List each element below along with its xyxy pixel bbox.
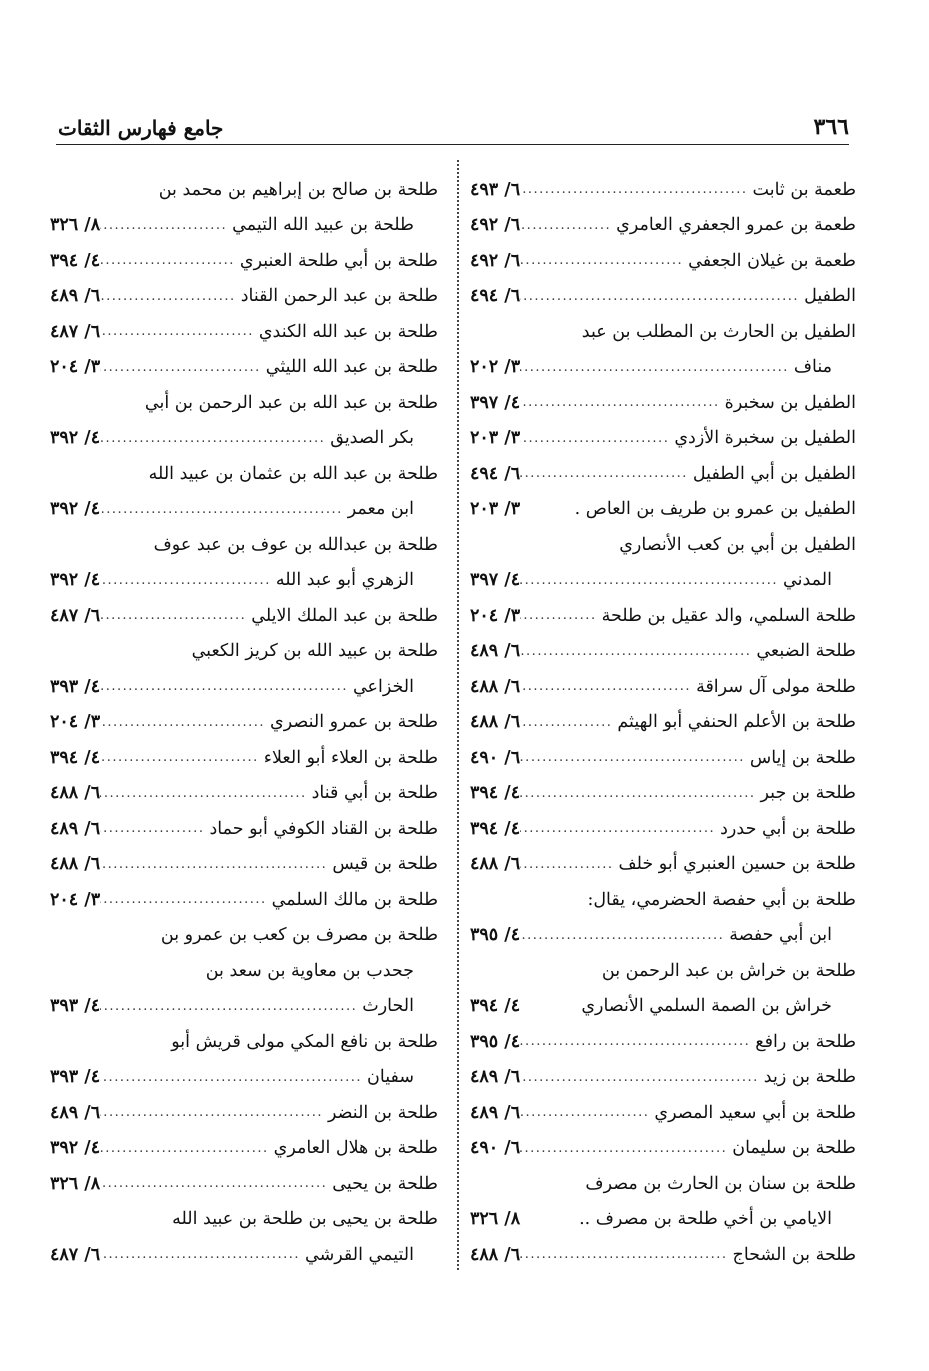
- entry-reference: ٦/ ٤٨٩: [50, 1102, 101, 1123]
- index-entry: [50, 527, 438, 563]
- index-entry: [470, 740, 856, 776]
- index-entry: [470, 421, 856, 457]
- entry-reference: ٤/ ٣٩٢: [50, 428, 101, 449]
- dot-leader: [520, 1141, 732, 1156]
- dot-leader: [100, 289, 241, 304]
- entry-reference: ٦/ ٤٩٢: [470, 250, 521, 271]
- index-entry: [50, 776, 438, 812]
- entry-reference: ٦/ ٤٨٩: [470, 1067, 521, 1088]
- entry-reference: ٦/ ٤٨٧: [50, 605, 101, 626]
- entry-reference: ٦/ ٤٩٠: [470, 747, 521, 768]
- entry-name: طلحة بن النضر: [327, 1102, 438, 1123]
- entry-name: طلحة بن حسين العنبري أبو خلف: [618, 854, 856, 875]
- entry-reference: ٦/ ٤٨٨: [50, 854, 101, 875]
- dot-leader: [100, 1070, 367, 1085]
- entry-name: طلحة بن يحيى بن طلحة بن عبيد الله: [172, 1209, 438, 1230]
- entry-reference: ٤/ ٣٩٧: [470, 392, 521, 413]
- entry-reference: ٦/ ٤٨٨: [470, 712, 521, 733]
- index-entry: [470, 811, 856, 847]
- index-entry: [470, 882, 856, 918]
- dot-leader: [100, 1247, 305, 1262]
- index-entry: [470, 208, 856, 244]
- entry-reference: ٤/ ٣٩٤: [470, 783, 521, 804]
- entry-reference: ٤/ ٣٩٤: [470, 996, 521, 1017]
- dot-leader: [100, 1105, 328, 1120]
- entry-name: طلحة بن قيس: [332, 854, 438, 875]
- dot-leader: [100, 360, 266, 375]
- dot-leader: [100, 1141, 274, 1156]
- entry-reference: ٤/ ٣٩٢: [50, 499, 101, 520]
- index-entry: [50, 421, 438, 457]
- index-entry: [50, 918, 438, 954]
- entry-name: بكر الصديق: [330, 428, 414, 449]
- entry-name: جحدب بن معاوية بن سعد بن: [205, 960, 414, 981]
- entry-reference: ٨/ ٣٢٦: [470, 1209, 521, 1230]
- index-entry: [470, 243, 856, 279]
- entry-name: طلحة بن صالح بن إبراهيم بن محمد بن: [158, 179, 438, 200]
- dot-leader: [100, 821, 209, 836]
- index-entry: [50, 847, 438, 883]
- entry-reference: ٤/ ٣٩٣: [50, 1067, 101, 1088]
- entry-name: طلحة بن القناد الكوفي أبو حماد: [209, 818, 438, 839]
- index-entry: [470, 989, 856, 1025]
- entry-name: سفيان: [367, 1067, 414, 1088]
- entry-name: طلحة بن سنان بن الحارث بن مصرف: [585, 1173, 856, 1194]
- dot-leader: [520, 821, 720, 836]
- index-entry: [470, 705, 856, 741]
- entry-name: طلحة بن عبد الله بن عثمان بن عبيد الله: [148, 463, 438, 484]
- dot-leader: [100, 431, 330, 446]
- dot-leader: [520, 218, 616, 233]
- index-entry: [50, 1024, 438, 1060]
- index-entry: [470, 1166, 856, 1202]
- index-entry: [50, 740, 438, 776]
- entry-name: طلحة بن زيد: [763, 1067, 856, 1088]
- entry-reference: ٤/ ٣٩٢: [50, 570, 101, 591]
- index-entry: [470, 385, 856, 421]
- index-entry: [50, 172, 438, 208]
- dot-leader: [520, 431, 674, 446]
- entry-reference: ٣/ ٢٠٣: [470, 428, 521, 449]
- index-entry: [50, 492, 438, 528]
- dot-leader: [520, 750, 750, 765]
- dot-leader: [520, 1247, 732, 1262]
- index-entry: [50, 279, 438, 315]
- dot-leader: [100, 715, 270, 730]
- entry-name: طلحة بن الأعلم الحنفي أبو الهيثم: [617, 712, 856, 733]
- entry-name: طعمة بن ثابت: [752, 179, 856, 200]
- page-number: ٣٦٦: [813, 114, 849, 140]
- entry-reference: ٤/ ٣٩٥: [470, 1031, 521, 1052]
- index-entry: [470, 1060, 856, 1096]
- entry-reference: ٦/ ٤٨٩: [50, 286, 101, 307]
- entry-name: طلحة بن أبي حدرد: [720, 818, 856, 839]
- entry-name: التيمي القرشي: [305, 1244, 414, 1265]
- entry-name: الطفيل بن أبي الطفيل: [692, 463, 856, 484]
- entry-name: ابن أبي حفصة: [729, 925, 832, 946]
- entry-name: الطفيل بن أبي بن كعب الأنصاري: [619, 534, 856, 555]
- index-entry: [470, 953, 856, 989]
- entry-name: طلحة بن العلاء أبو العلاء: [263, 747, 438, 768]
- dot-leader: [100, 679, 353, 694]
- entry-name: طلحة بن عبد الله الكندي: [258, 321, 438, 342]
- entry-name: طلحة بن عبيد الله بن كريز الكعبي: [191, 641, 438, 662]
- entry-name: طلحة بن إياس: [749, 747, 856, 768]
- entry-name: الطفيل بن عمرو بن طريف بن العاص .: [574, 499, 856, 520]
- index-entry: [50, 1237, 438, 1273]
- entry-reference: ٦/ ٤٨٧: [50, 321, 101, 342]
- entry-reference: ٣/ ٢٠٤: [50, 889, 101, 910]
- entry-name: الطفيل بن سخبرة الأزدي: [674, 428, 856, 449]
- index-entry: [470, 1024, 856, 1060]
- index-entry: [50, 598, 438, 634]
- index-entry: [470, 314, 856, 350]
- dot-leader: [520, 857, 618, 872]
- entry-reference: ٣/ ٢٠٤: [50, 357, 101, 378]
- index-entry: [470, 776, 856, 812]
- dot-leader: [520, 360, 794, 375]
- dot-leader: [520, 715, 617, 730]
- entry-reference: ٤/ ٣٩٧: [470, 570, 521, 591]
- index-entry: [470, 563, 856, 599]
- index-entry: [50, 208, 438, 244]
- entry-name: طلحة بن عبد الله بن عبد الرحمن بن أبي: [144, 392, 438, 413]
- entry-reference: ٣/ ٢٠٣: [470, 499, 521, 520]
- dot-leader: [100, 573, 276, 588]
- entry-reference: ٦/ ٤٨٨: [470, 854, 521, 875]
- entry-name: طلحة بن نافع المكي مولى قريش أبو: [171, 1031, 438, 1052]
- index-entry: [470, 634, 856, 670]
- entry-reference: ٤/ ٣٩٤: [470, 818, 521, 839]
- entry-reference: ٦/ ٤٨٩: [470, 641, 521, 662]
- entry-reference: ٨/ ٣٢٦: [50, 1173, 101, 1194]
- dot-leader: [520, 466, 693, 481]
- dot-leader: [100, 253, 240, 268]
- entry-name: الطفيل بن سخبرة: [724, 392, 856, 413]
- index-entry: [50, 1095, 438, 1131]
- dot-leader: [520, 679, 696, 694]
- dot-leader: [100, 608, 251, 623]
- dot-leader: [100, 786, 312, 801]
- entry-name: الزهري أبو عبد الله: [275, 570, 414, 591]
- index-entry: [470, 1202, 856, 1238]
- entry-name: الطفيل بن الحارث بن المطلب بن عبد: [581, 321, 856, 342]
- index-entry: [50, 1060, 438, 1096]
- dot-leader: [520, 608, 601, 623]
- dot-leader: [520, 644, 756, 659]
- entry-name: الحارث: [362, 996, 414, 1017]
- dot-leader: [520, 928, 729, 943]
- entry-name: طلحة بن أبي قناد: [311, 783, 438, 804]
- entry-name: طلحة السلمي، والد عقيل بن طلحة: [601, 605, 856, 626]
- entry-reference: ٤/ ٣٩٣: [50, 676, 101, 697]
- index-entry: [50, 634, 438, 670]
- index-entry: [470, 172, 856, 208]
- entry-reference: ٤/ ٣٩٤: [50, 250, 101, 271]
- dot-leader: [100, 218, 232, 233]
- entry-reference: ٦/ ٤٩٤: [470, 463, 521, 484]
- entry-reference: ٤/ ٣٩٣: [50, 996, 101, 1017]
- index-entry: [470, 598, 856, 634]
- entry-reference: ٦/ ٤٨٨: [470, 1244, 521, 1265]
- entry-reference: ٦/ ٤٩٣: [470, 179, 521, 200]
- index-entry: [50, 563, 438, 599]
- entry-name: طلحة بن مصرف بن كعب بن عمرو بن: [160, 925, 438, 946]
- index-entry: [50, 385, 438, 421]
- dot-leader: [520, 1034, 755, 1049]
- entry-reference: ٣/ ٢٠٢: [470, 357, 521, 378]
- index-entry: [470, 918, 856, 954]
- entry-name: طلحة بن عبيد الله التيمي: [232, 215, 414, 236]
- entry-reference: ٦/ ٤٨٨: [50, 783, 101, 804]
- header-rule: [56, 144, 849, 145]
- index-entry: [470, 527, 856, 563]
- dot-leader: [520, 182, 752, 197]
- page-header: [58, 104, 849, 140]
- entry-name: طلحة بن عبد الملك الايلي: [251, 605, 438, 626]
- entry-name: طلحة الضبعي: [756, 641, 856, 662]
- entry-reference: ٨/ ٣٢٦: [50, 215, 101, 236]
- entry-reference: ٤/ ٣٩٥: [470, 925, 521, 946]
- entry-name: المدني: [783, 570, 832, 591]
- dot-leader: [100, 502, 348, 517]
- index-entry: [470, 1131, 856, 1167]
- entry-name: طلحة بن يحيى: [332, 1173, 438, 1194]
- dot-leader: [100, 892, 272, 907]
- entry-name: طلحة بن أبي سعيد المصري: [654, 1102, 856, 1123]
- index-entry: [50, 705, 438, 741]
- page-title: جامع فهارس الثقات: [58, 116, 224, 140]
- entry-name: طلحة بن رافع: [755, 1031, 856, 1052]
- entry-reference: ٦/ ٤٨٧: [50, 1244, 101, 1265]
- index-entry: [50, 989, 438, 1025]
- entry-reference: ٦/ ٤٩٤: [470, 286, 521, 307]
- entry-name: طلحة بن سليمان: [732, 1138, 856, 1159]
- entry-name: ابن معمر: [347, 499, 414, 520]
- entry-name: طلحة بن خراش بن عبد الرحمن بن: [601, 960, 856, 981]
- entry-name: طلحة بن أبي طلحة العنبري: [239, 250, 438, 271]
- dot-leader: [100, 1176, 332, 1191]
- dot-leader: [520, 289, 804, 304]
- column-divider: [457, 160, 459, 1270]
- index-entry: [50, 811, 438, 847]
- entry-name: طلحة بن جبر: [760, 783, 856, 804]
- index-entry: [470, 492, 856, 528]
- entry-name: طلحة بن الشحاج: [732, 1244, 856, 1265]
- entry-reference: ٦/ ٤٨٩: [50, 818, 101, 839]
- entry-name: طلحة بن عمرو النصري: [270, 712, 438, 733]
- index-entry: [50, 1202, 438, 1238]
- entry-name: طلحة بن عبدالله بن عوف بن عبد عوف: [153, 534, 438, 555]
- index-entry: [50, 669, 438, 705]
- index-entry: [50, 882, 438, 918]
- entry-reference: ٦/ ٤٨٨: [470, 676, 521, 697]
- entry-name: خراش بن الصمة السلمي الأنصاري: [581, 996, 832, 1017]
- index-entry: [50, 1166, 438, 1202]
- entry-reference: ٦/ ٤٩٠: [470, 1138, 521, 1159]
- index-entry: [470, 1237, 856, 1273]
- entry-reference: ٣/ ٢٠٤: [470, 605, 521, 626]
- index-entry: [50, 243, 438, 279]
- entry-reference: ٤/ ٣٩٢: [50, 1138, 101, 1159]
- entry-name: الايامي بن أخي طلحة بن مصرف ..: [579, 1209, 832, 1230]
- entry-name: الطفيل: [804, 286, 856, 307]
- index-entry: [50, 350, 438, 386]
- entry-reference: ٦/ ٤٩٢: [470, 215, 521, 236]
- entry-name: طعمة بن عمرو الجعفري العامري: [616, 215, 856, 236]
- dot-leader: [520, 786, 760, 801]
- dot-leader: [520, 1070, 764, 1085]
- dot-leader: [520, 573, 783, 588]
- index-entry: [470, 456, 856, 492]
- dot-leader: [520, 1105, 654, 1120]
- entry-name: طلحة بن أبي حفصة الحضرمي، يقال:: [587, 889, 856, 910]
- dot-leader: [100, 999, 362, 1014]
- entry-reference: ٦/ ٤٨٩: [470, 1102, 521, 1123]
- dot-leader: [100, 857, 332, 872]
- index-entry: [50, 953, 438, 989]
- dot-leader: [100, 750, 264, 765]
- entry-name: طلحة بن عبد الرحمن القناد: [240, 286, 438, 307]
- dot-leader: [520, 253, 688, 268]
- index-entry: [470, 1095, 856, 1131]
- entry-name: طعمة بن غيلان الجعفي: [688, 250, 856, 271]
- entry-name: الخزاعي: [352, 676, 414, 697]
- index-entry: [470, 350, 856, 386]
- index-entry: [470, 279, 856, 315]
- entry-name: طلحة مولى آل سراقة: [696, 676, 856, 697]
- index-entry: [470, 847, 856, 883]
- entry-name: طلحة بن هلال العامري: [273, 1138, 438, 1159]
- index-entry: [470, 669, 856, 705]
- index-entry: [50, 314, 438, 350]
- dot-leader: [100, 324, 259, 339]
- entry-name: مناف: [793, 357, 832, 378]
- entry-reference: ٣/ ٢٠٤: [50, 712, 101, 733]
- entry-name: طلحة بن عبد الله الليثي: [265, 357, 438, 378]
- index-entry: [50, 1131, 438, 1167]
- index-entry: [50, 456, 438, 492]
- left-column: [50, 172, 438, 1273]
- right-column: [470, 172, 856, 1273]
- entry-name: طلحة بن مالك السلمي: [271, 889, 438, 910]
- entry-reference: ٤/ ٣٩٤: [50, 747, 101, 768]
- dot-leader: [520, 395, 725, 410]
